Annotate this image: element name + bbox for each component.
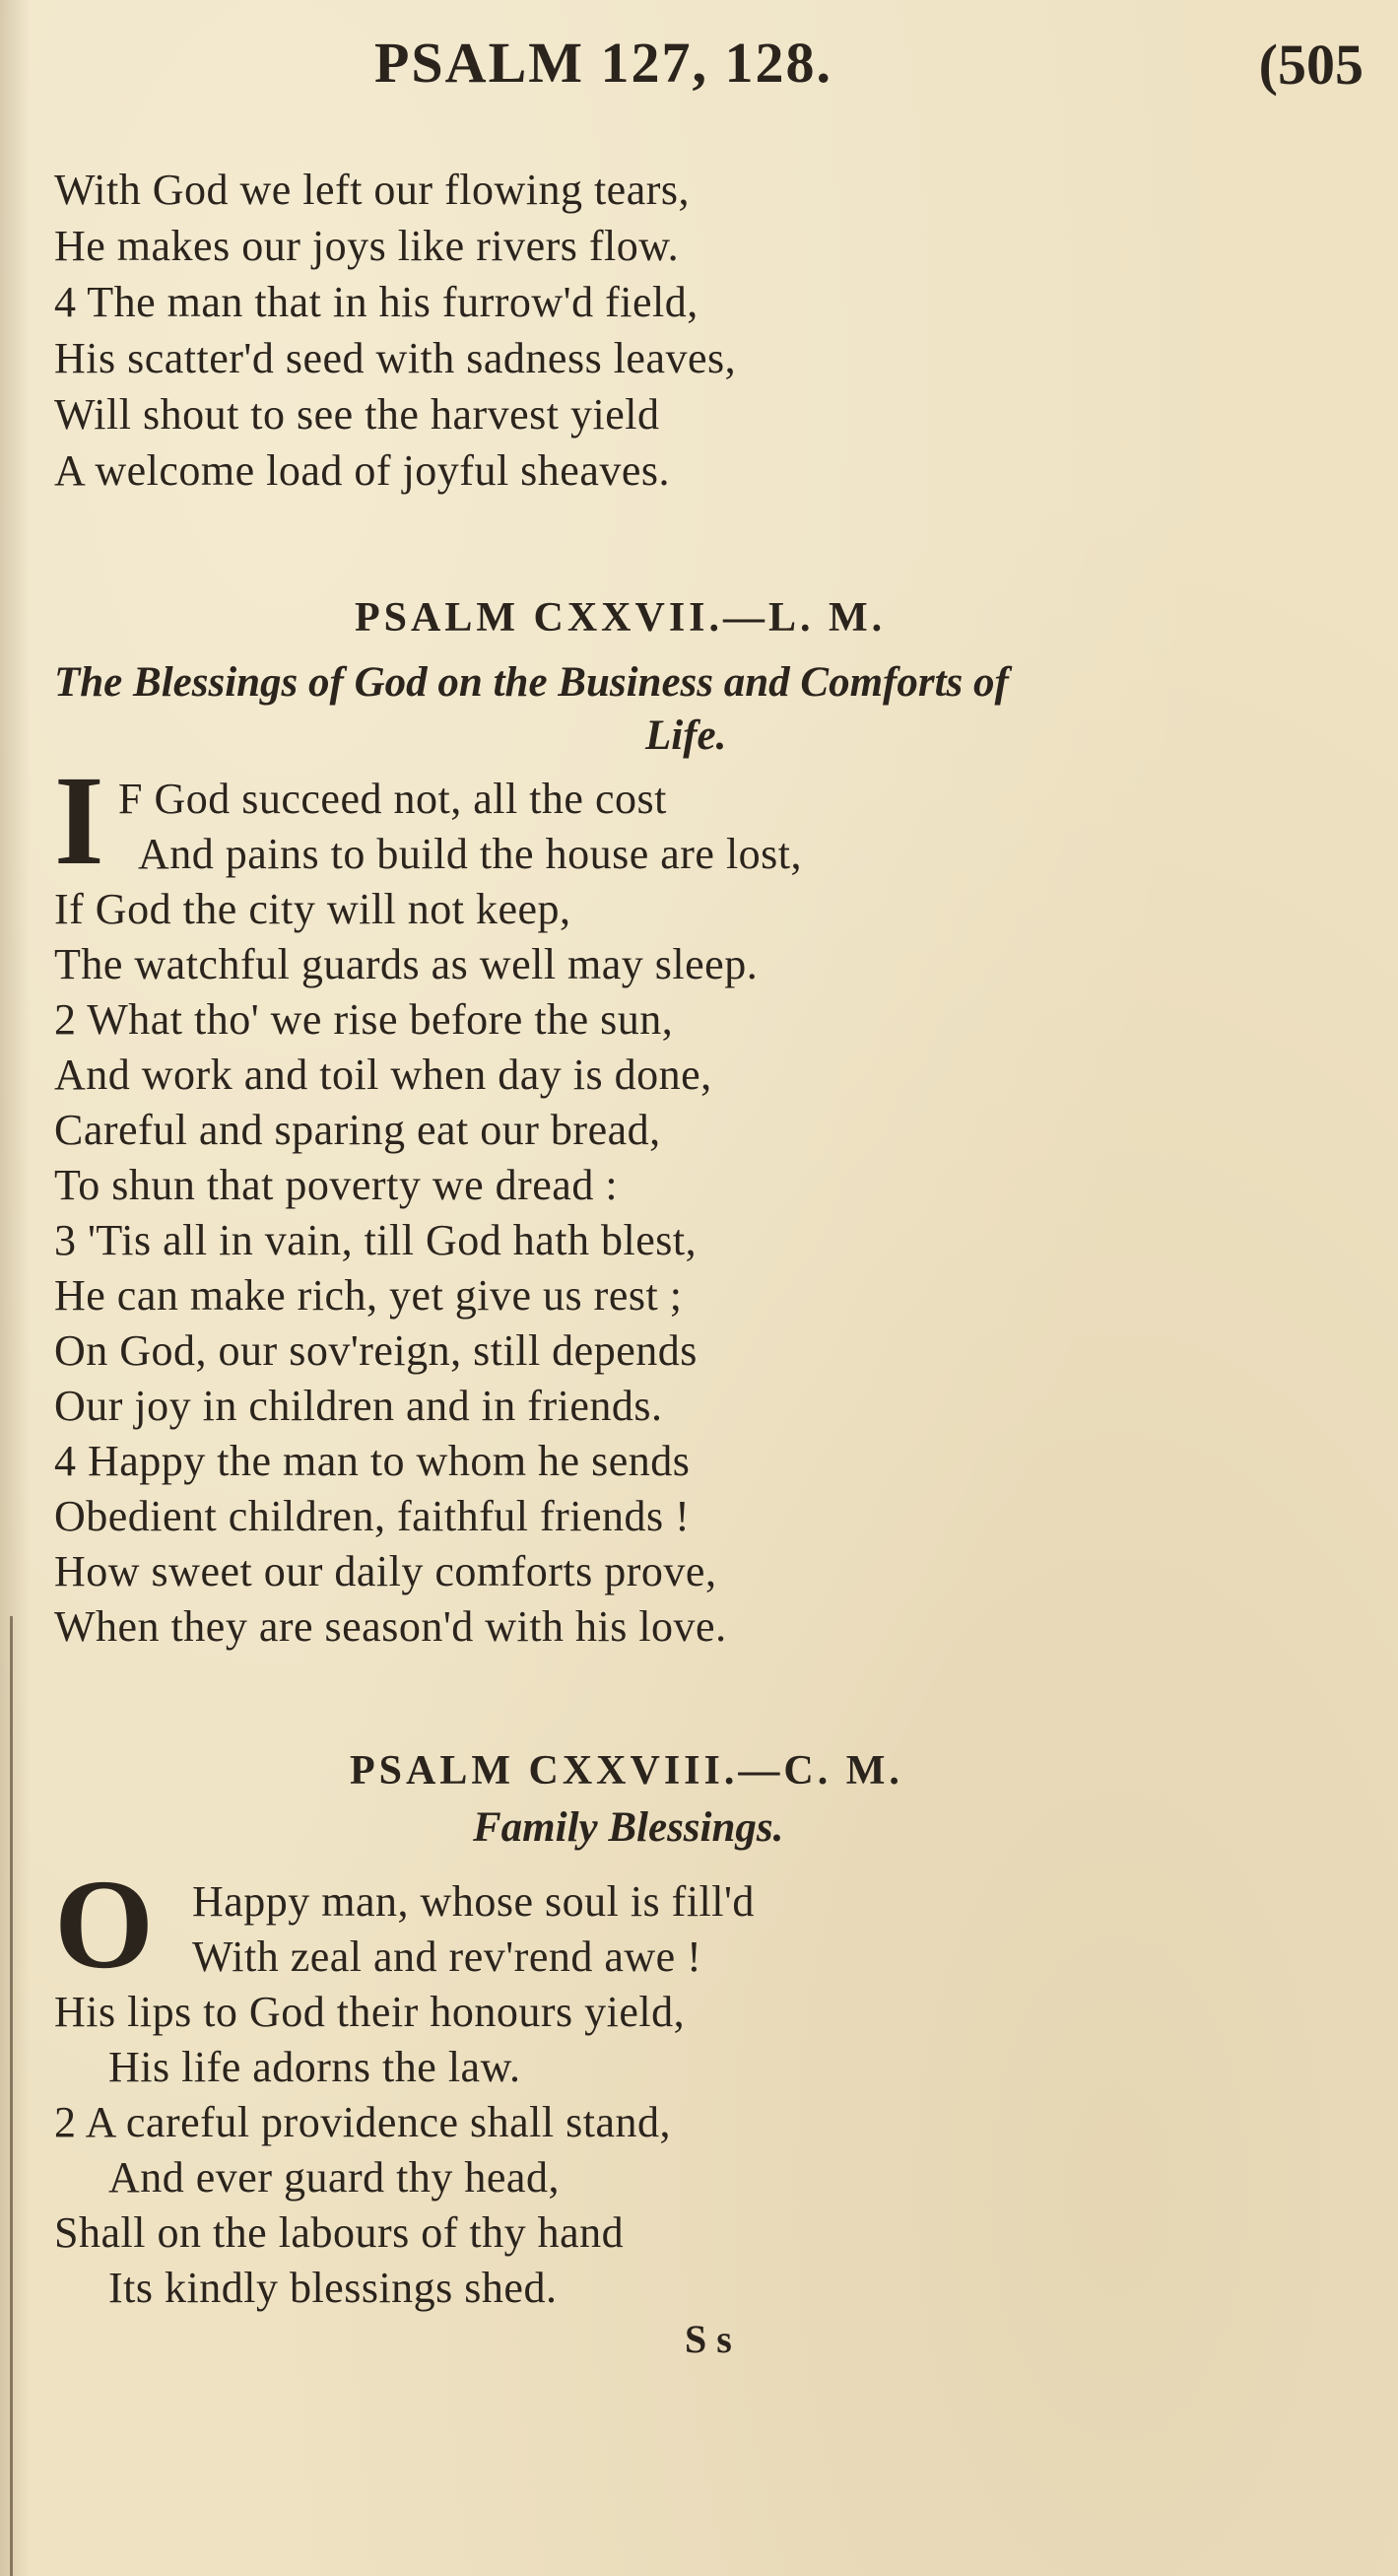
verse-line: To shun that poverty we dread : [54, 1161, 619, 1209]
verse-line: F God succeed not, all the cost [118, 775, 667, 823]
psalm-128-heading: PSALM CXXVIII.—C. M. [350, 1748, 903, 1794]
psalm-127-subtitle: The Blessings of God on the Business and Comforts of [54, 659, 1009, 706]
verse-line: Shall on the labours of thy hand [54, 2208, 625, 2257]
verse-line: 4 Happy the man to whom he sends [54, 1437, 691, 1485]
verse-line: A welcome load of joyful sheaves. [54, 446, 671, 495]
verse-line: On God, our sov'reign, still depends [54, 1326, 698, 1375]
page-number: (505 [1258, 33, 1364, 97]
verse-line: Our joy in children and in friends. [54, 1382, 663, 1430]
psalm-128-subtitle: Family Blessings. [473, 1804, 784, 1851]
verse-line: His scatter'd seed with sadness leaves, [54, 334, 737, 382]
verse-line: Obedient children, faithful friends ! [54, 1492, 691, 1540]
verse-line: And pains to build the house are lost, [138, 830, 803, 878]
psalm-127-drop-cap: I [54, 750, 104, 892]
psalm-127-subtitle-continued: Life. [645, 712, 727, 759]
verse-line: 4 The man that in his furrow'd field, [54, 278, 699, 326]
verse-line: When they are season'd with his love. [54, 1602, 727, 1651]
verse-line: If God the city will not keep, [54, 885, 571, 933]
verse-line: How sweet our daily comforts prove, [54, 1547, 717, 1595]
verse-line: He can make rich, yet give us rest ; [54, 1271, 683, 1320]
signature-mark: S s [685, 2317, 732, 2361]
verse-line: His lips to God their honours yield, [54, 1988, 686, 2036]
verse-line: Careful and sparing eat our bread, [54, 1106, 661, 1154]
psalm-128-drop-cap: O [54, 1854, 155, 1996]
psalm-127-heading: PSALM CXXVII.—L. M. [355, 595, 887, 641]
verse-line: Its kindly blessings shed. [108, 2264, 558, 2312]
verse-line: 2 A careful providence shall stand, [54, 2098, 671, 2146]
verse-line: Will shout to see the harvest yield [54, 390, 660, 439]
gutter-edge-line [10, 1616, 13, 2576]
verse-line: 2 What tho' we rise before the sun, [54, 995, 674, 1044]
running-title: PSALM 127, 128. [374, 31, 832, 95]
page-gutter-shadow [0, 0, 30, 2576]
verse-line: He makes our joys like rivers flow. [54, 222, 680, 270]
verse-line: With God we left our flowing tears, [54, 166, 691, 214]
verse-line: And work and toil when day is done, [54, 1051, 712, 1099]
verse-line: And ever guard thy head, [108, 2153, 560, 2202]
verse-line: His life adorns the law. [108, 2043, 521, 2091]
verse-line: 3 'Tis all in vain, till God hath blest, [54, 1216, 698, 1264]
verse-line: With zeal and rev'rend awe ! [192, 1932, 702, 1981]
verse-line: Happy man, whose soul is fill'd [192, 1877, 755, 1926]
verse-line: The watchful guards as well may sleep. [54, 940, 759, 988]
